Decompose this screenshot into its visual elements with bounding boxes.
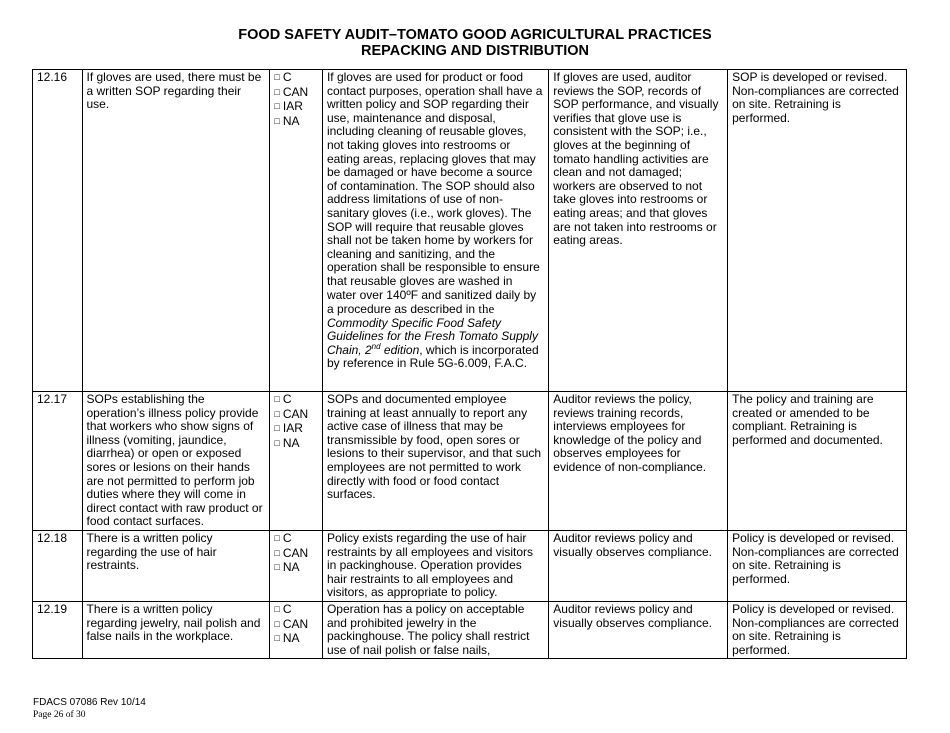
option-can[interactable]: □ CAN	[274, 616, 309, 631]
verification-cell: If gloves are used, auditor reviews the SOP, records of SOP performance, and visually verifies that glove use is consistent with the SOP; i.e., gloves at the beginning of tomato handling activities are clean and not damaged; workers are observed to not take gloves into restrooms or eating areas; and that gloves are not taken into restrooms or eating areas.	[549, 70, 728, 392]
checkbox-icon: □	[274, 86, 280, 97]
requirement-cell: There is a written policy regarding the use of hair restraints.	[82, 531, 270, 602]
corrective-action-cell: The policy and training are created or amended to be compliant. Retraining is performed and documented.	[728, 392, 907, 531]
checkbox-icon: □	[274, 603, 280, 614]
checkbox-icon: □	[274, 618, 280, 629]
page-subtitle: REPACKING AND DISTRIBUTION	[361, 43, 589, 59]
compliance-options	[270, 531, 323, 602]
table-row	[33, 392, 907, 531]
option-c[interactable]: □ C	[274, 531, 292, 545]
verification-cell: Auditor reviews the policy, reviews training records, interviews employees for knowledge of the policy and observes employees for evidence of non-compliance.	[549, 392, 728, 531]
table-row	[33, 70, 907, 392]
option-can[interactable]: □ CAN	[274, 84, 309, 99]
option-na[interactable]: □ NA	[274, 631, 300, 646]
explanation-cell: If gloves are used for product or food contact purposes, operation shall have a written policy and SOP regarding their use, maintenance and disposal, including cleaning of reusable gloves, not taking gloves into restrooms or eating areas, replacing gloves that may be damaged or have become a source of contamination. The SOP should also address limitations of use of non-sanitary gloves (i.e., work gloves). The SOP will require that reusable gloves shall not be taken home by workers for cleaning and sanitizing, and the operation shall be responsible to ensure that reusable gloves are washed in water over 140ºF and sanitized daily by a procedure as described in the Commodity Specific Food Safety Guidelines for the Fresh Tomato Supply Chain, 2nd edition, which is incorporated by reference in Rule 5G-6.009, F.A.C.	[322, 70, 548, 392]
checkbox-icon: □	[274, 437, 280, 448]
verification-cell: Auditor reviews policy and visually observes compliance.	[549, 601, 728, 658]
option-iar[interactable]: □ IAR	[274, 421, 303, 436]
option-iar[interactable]: □ IAR	[274, 99, 303, 114]
option-na[interactable]: □ NA	[274, 435, 300, 450]
option-can[interactable]: □ CAN	[274, 406, 309, 421]
requirement-cell: If gloves are used, there must be a written SOP regarding their use.	[82, 70, 270, 392]
checkbox-icon: □	[274, 562, 280, 573]
checkbox-icon: □	[274, 72, 280, 82]
checkbox-icon: □	[274, 394, 280, 404]
explanation-cell: Policy exists regarding the use of hair restraints by all employees and visitors in packinghouse. Operation provides hair restraints to all employees and visitors, as appropriate to policy.	[322, 531, 548, 602]
compliance-options	[270, 392, 323, 531]
option-c[interactable]: □ C	[274, 392, 292, 406]
option-na[interactable]: □ NA	[274, 560, 300, 575]
corrective-action-cell: Policy is developed or revised. Non-compliances are corrected on site. Retraining is performed.	[728, 531, 907, 602]
requirement-cell: There is a written policy regarding jewelry, nail polish and false nails in the workplace.	[82, 601, 270, 658]
corrective-action-cell: SOP is developed or revised. Non-compliances are corrected on site. Retraining is performed.	[728, 70, 907, 392]
checkbox-icon: □	[274, 101, 280, 112]
compliance-options	[270, 601, 323, 658]
checkbox-icon: □	[274, 423, 280, 434]
option-c[interactable]: □ C	[274, 601, 292, 616]
checkbox-icon: □	[274, 633, 280, 644]
verification-cell: Auditor reviews policy and visually observes compliance.	[549, 531, 728, 602]
explanation-cell: Operation has a policy on acceptable and prohibited jewelry in the packinghouse. The policy shall restrict use of nail polish or false nails,	[322, 601, 548, 658]
table-row	[33, 601, 907, 658]
page-number: Page 26 of 30	[33, 710, 86, 720]
checkbox-icon: □	[274, 115, 280, 126]
option-na[interactable]: □ NA	[274, 113, 300, 128]
page-title: FOOD SAFETY AUDIT–TOMATO GOOD AGRICULTURAL PRACTICES	[238, 27, 712, 43]
item-number: 12.16	[33, 70, 83, 392]
checkbox-icon: □	[274, 533, 280, 543]
item-number: 12.17	[33, 392, 83, 531]
corrective-action-cell: Policy is developed or revised. Non-compliances are corrected on site. Retraining is performed.	[728, 601, 907, 658]
form-id: FDACS 07086 Rev 10/14	[33, 697, 146, 708]
checkbox-icon: □	[274, 547, 280, 558]
table-row	[33, 531, 907, 602]
requirement-cell: SOPs establishing the operation’s illness policy provide that workers who show signs of illness (vomiting, jaundice, diarrhea) or open or exposed sores or lesions on their hands are not permitted to perform job duties where they will come in direct contact with raw product or food contact surfaces.	[82, 392, 270, 531]
option-can[interactable]: □ CAN	[274, 545, 309, 560]
audit-table	[32, 69, 907, 659]
explanation-cell: SOPs and documented employee training at least annually to report any active case of illness that may be transmissible by food, open sores or lesions to their supervisor, and that such employees are not permitted to work directly with food or food contact surfaces.	[322, 392, 548, 531]
option-c[interactable]: □ C	[274, 70, 292, 84]
checkbox-icon: □	[274, 408, 280, 419]
item-number: 12.18	[33, 531, 83, 602]
compliance-options	[270, 70, 323, 392]
item-number: 12.19	[33, 601, 83, 658]
